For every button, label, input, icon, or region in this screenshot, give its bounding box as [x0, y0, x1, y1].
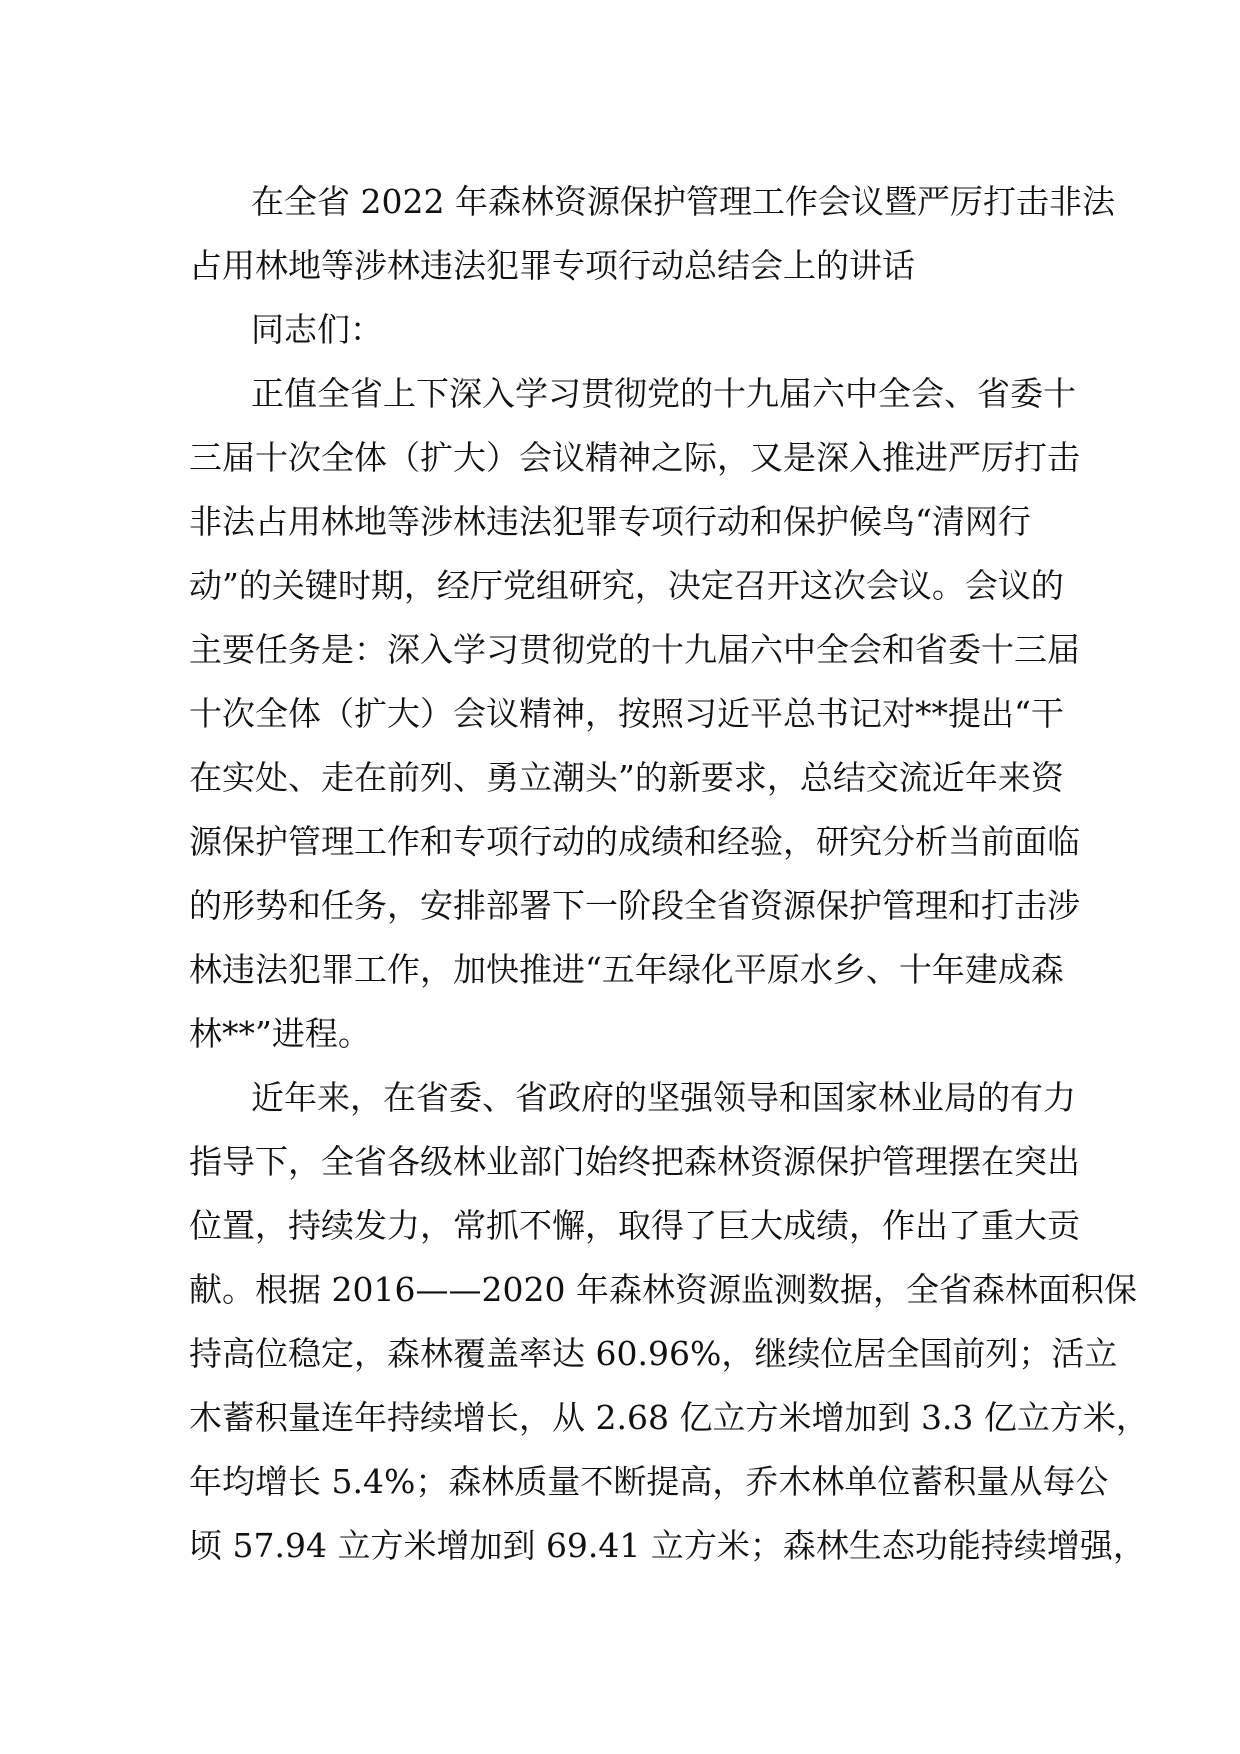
paragraph-line: 持高位稳定，森林覆盖率达 60.96%，继续位居全国前列；活立 [189, 1334, 1118, 1373]
paragraph-line: 三届十次全体（扩大）会议精神之际，又是深入推进严厉打击 [189, 438, 1080, 477]
paragraph-1 [189, 362, 1080, 1066]
paragraph-line: 在实处、走在前列、勇立潮头”的新要求，总结交流近年来资 [189, 758, 1064, 797]
paragraph-line: 十次全体（扩大）会议精神，按照习近平总书记对**提出“干 [189, 694, 1064, 733]
paragraph-line: 源保护管理工作和专项行动的成绩和经验，研究分析当前面临 [189, 822, 1080, 861]
title-line: 占用林地等涉林违法犯罪专项行动总结会上的讲话 [189, 246, 915, 285]
paragraph-line: 顷 57.94 立方米增加到 69.41 立方米；森林生态功能持续增强， [189, 1526, 1146, 1565]
paragraph-line: 献。根据 2016——2020 年森林资源监测数据，全省森林面积保 [189, 1270, 1137, 1309]
paragraph-line: 非法占用林地等涉林违法犯罪专项行动和保护候鸟“清网行 [189, 502, 1031, 541]
paragraph-line: 林**”进程。 [189, 1014, 371, 1053]
paragraph-line: 主要任务是：深入学习贯彻党的十九届六中全会和省委十三届 [189, 630, 1080, 669]
paragraph-line: 正值全省上下深入学习贯彻党的十九届六中全会、省委十 [251, 374, 1076, 413]
document-body [189, 170, 1149, 1578]
title-line: 在全省 2022 年森林资源保护管理工作会议暨严厉打击非法 [251, 182, 1115, 221]
salutation: 同志们： [251, 310, 383, 349]
paragraph-line: 指导下，全省各级林业部门始终把森林资源保护管理摆在突出 [189, 1142, 1080, 1181]
paragraph-line: 近年来，在省委、省政府的坚强领导和国家林业局的有力 [251, 1078, 1076, 1117]
paragraph-line: 位置，持续发力，常抓不懈，取得了巨大成绩，作出了重大贡 [189, 1206, 1080, 1245]
paragraph-2 [189, 1066, 1149, 1578]
paragraph-line: 动”的关键时期，经厅党组研究，决定召开这次会议。会议的 [189, 566, 1064, 605]
paragraph-line: 的形势和任务，安排部署下一阶段全省资源保护管理和打击涉 [189, 886, 1080, 925]
paragraph-line: 年均增长 5.4%；森林质量不断提高，乔木林单位蓄积量从每公 [189, 1462, 1109, 1501]
paragraph-line: 林违法犯罪工作，加快推进“五年绿化平原水乡、十年建成森 [189, 950, 1064, 989]
paragraph-line: 木蓄积量连年持续增长，从 2.68 亿立方米增加到 3.3 亿立方米， [189, 1398, 1149, 1437]
speech-title [189, 170, 1115, 298]
